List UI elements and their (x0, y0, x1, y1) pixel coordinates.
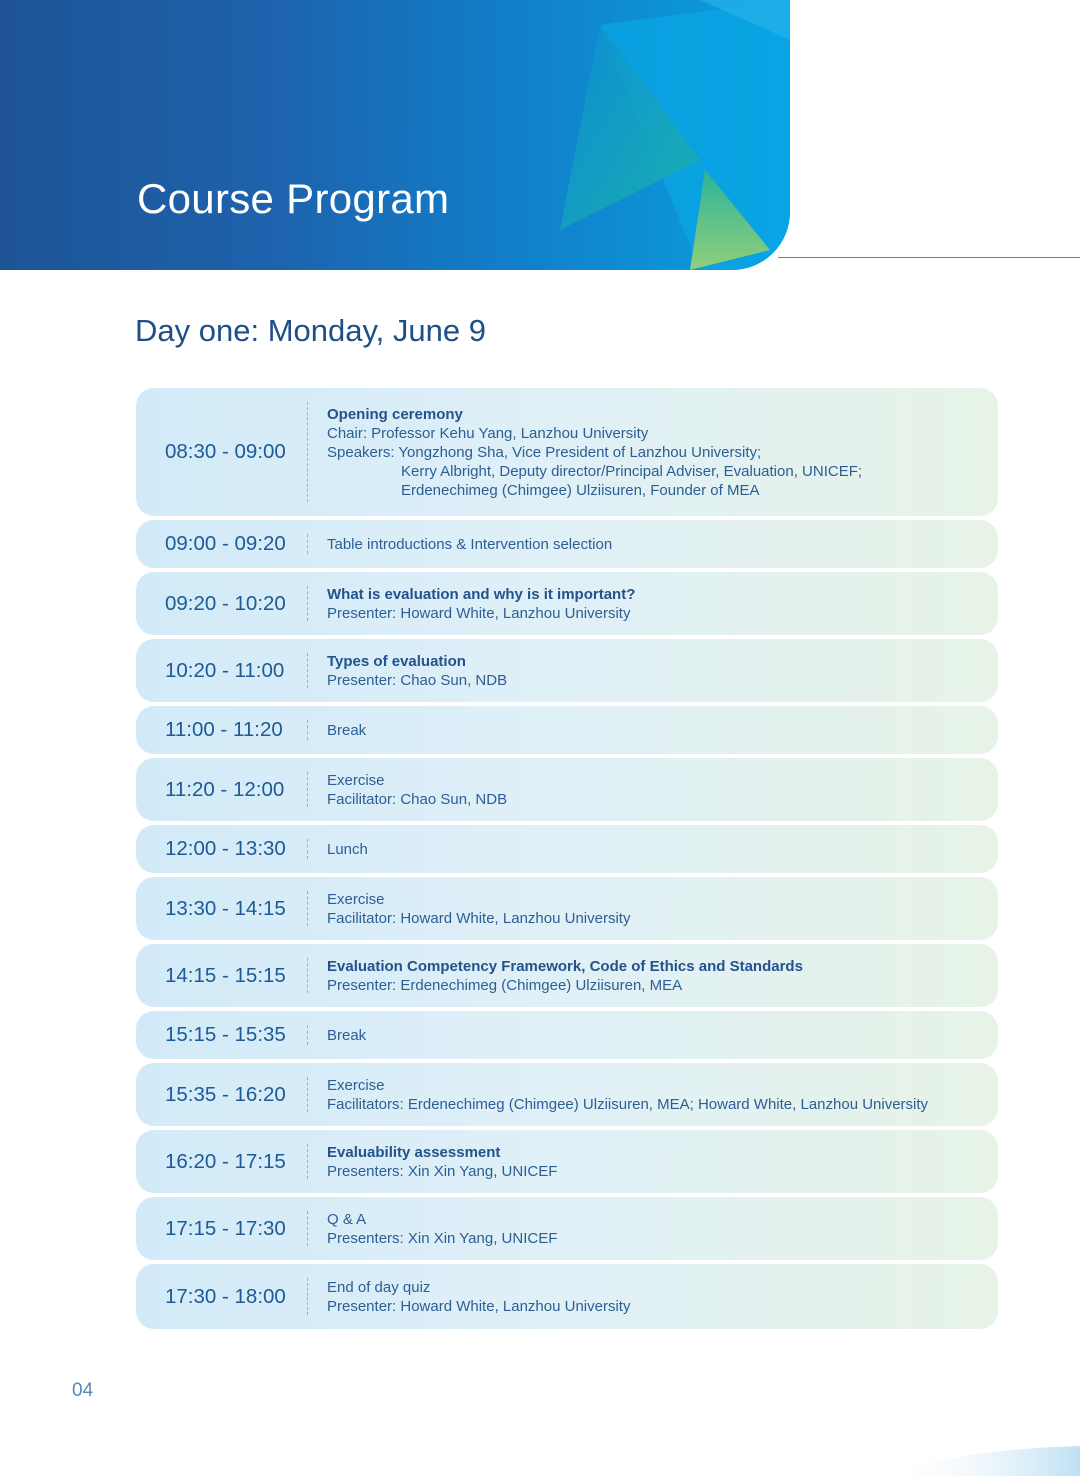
session-time: 10:20 - 11:00 (165, 658, 285, 682)
session-details (307, 957, 803, 995)
session-line: Q & A (327, 1210, 367, 1228)
schedule-row (136, 877, 998, 940)
schedule-row (136, 388, 998, 516)
banner-decoration (0, 0, 790, 270)
session-title: What is evaluation and why is it important? (327, 585, 636, 603)
session-speaker-line: Kerry Albright, Deputy director/Principal Adviser, Evaluation, UNICEF; (401, 462, 863, 480)
row-separator (307, 772, 308, 807)
session-title: Evaluability assessment (327, 1143, 501, 1161)
session-line: Exercise (327, 890, 385, 908)
schedule-row (136, 944, 998, 1007)
session-details (307, 1210, 557, 1248)
schedule-table (136, 388, 998, 1333)
session-line: Break (327, 721, 367, 739)
session-time: 17:15 - 17:30 (165, 1216, 286, 1240)
schedule-row (136, 520, 998, 568)
session-line: Facilitator: Howard White, Lanzhou University (327, 909, 631, 927)
session-details (307, 1143, 557, 1181)
session-time: 15:15 - 15:35 (165, 1023, 286, 1046)
session-line: Lunch (327, 840, 368, 858)
session-line: Presenter: Howard White, Lanzhou University (327, 604, 631, 622)
row-separator (307, 653, 308, 688)
corner-wave-decoration (880, 1406, 1080, 1476)
session-line: Presenter: Howard White, Lanzhou University (327, 1297, 631, 1315)
session-details (307, 1076, 928, 1114)
schedule-row (136, 639, 998, 702)
page-number: 04 (72, 1380, 94, 1401)
schedule-row (136, 1063, 998, 1126)
session-title: Evaluation Competency Framework, Code of Ethics and Standards (327, 957, 803, 975)
row-separator (307, 1211, 308, 1246)
session-time: 17:30 - 18:00 (165, 1284, 286, 1308)
row-separator (307, 1025, 308, 1045)
header-banner (0, 0, 790, 270)
session-time: 11:00 - 11:20 (165, 718, 283, 741)
session-time: 15:35 - 16:20 (165, 1082, 286, 1106)
session-details (307, 405, 862, 500)
session-line: Exercise (327, 1076, 385, 1094)
schedule-row (136, 758, 998, 821)
schedule-row (136, 1130, 998, 1193)
schedule-row (136, 706, 998, 754)
session-title: Opening ceremony (327, 405, 463, 423)
session-time: 16:20 - 17:15 (165, 1149, 286, 1173)
session-details (307, 890, 630, 928)
schedule-row (136, 572, 998, 635)
session-time: 09:00 - 09:20 (165, 532, 286, 555)
session-details (307, 771, 507, 809)
row-separator (307, 586, 308, 621)
row-separator (307, 1144, 308, 1179)
session-line: Facilitators: Erdenechimeg (Chimgee) Ulziisuren, MEA; Howard White, Lanzhou University (327, 1095, 929, 1113)
row-separator (307, 402, 308, 502)
session-details (307, 1278, 630, 1316)
schedule-row (136, 1264, 998, 1329)
session-line: Presenters: Xin Xin Yang, UNICEF (327, 1229, 558, 1247)
session-details (307, 840, 368, 859)
session-time: 09:20 - 10:20 (165, 591, 286, 615)
header-rule (778, 257, 1080, 258)
row-separator (307, 839, 308, 859)
session-line: Table introductions & Intervention selection (327, 535, 613, 553)
session-time: 13:30 - 14:15 (165, 896, 286, 920)
session-line: Chair: Professor Kehu Yang, Lanzhou University (327, 424, 649, 442)
session-details (307, 721, 366, 740)
session-line: Facilitator: Chao Sun, NDB (327, 790, 508, 808)
row-separator (307, 958, 308, 993)
row-separator (307, 1278, 308, 1315)
schedule-row (136, 1011, 998, 1059)
session-title: Types of evaluation (327, 652, 466, 670)
session-details (307, 535, 612, 554)
session-time: 12:00 - 13:30 (165, 837, 286, 860)
session-line: Presenter: Erdenechimeg (Chimgee) Ulziisuren, MEA (327, 976, 683, 994)
row-separator (307, 1077, 308, 1112)
session-details (307, 1026, 366, 1045)
day-title: Day one: Monday, June 9 (135, 313, 486, 348)
session-details (307, 652, 507, 690)
schedule-row (136, 1197, 998, 1260)
session-line: Presenters: Xin Xin Yang, UNICEF (327, 1162, 558, 1180)
session-line: Speakers: Yongzhong Sha, Vice President of Lanzhou University; (327, 443, 762, 461)
session-time: 11:20 - 12:00 (165, 777, 285, 801)
session-line: Exercise (327, 771, 385, 789)
session-line: End of day quiz (327, 1278, 431, 1296)
session-time: 14:15 - 15:15 (165, 963, 286, 987)
session-details (307, 585, 635, 623)
session-speaker-line: Erdenechimeg (Chimgee) Ulziisuren, Founder of MEA (401, 481, 760, 499)
row-separator (307, 891, 308, 926)
schedule-row (136, 825, 998, 873)
row-separator (307, 720, 308, 740)
session-line: Presenter: Chao Sun, NDB (327, 671, 508, 689)
session-line: Break (327, 1026, 367, 1044)
row-separator (307, 534, 308, 554)
session-time: 08:30 - 09:00 (165, 440, 286, 463)
page-title: Course Program (137, 175, 450, 222)
